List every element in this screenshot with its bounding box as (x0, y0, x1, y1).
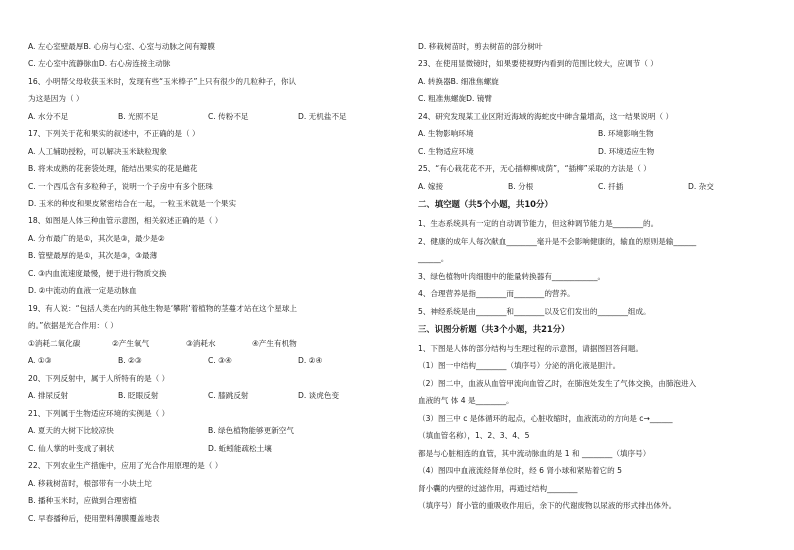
q19-option-b: B. ②③ (118, 356, 142, 365)
q16-option-b: B. 光照不足 (118, 112, 159, 121)
q18-option-d: D. ②中流动的血液一定是动脉血 (28, 286, 137, 295)
q16-option-c: C. 传粉不足 (208, 112, 249, 121)
fill-2: 2、健康的成年人每次献血________毫升是不会影响健康的，输血的原则是输______ (418, 237, 697, 246)
q17-option-b: B. 将未成熟的花套袋处理，能结出果实的花是雌花 (28, 164, 198, 173)
q25-stem: 25、“有心栽花花不开，无心插柳柳成荫”，“插柳”采取的方法是（ ） (418, 164, 651, 173)
q16-stem-cont: 为这是因为（ ） (28, 94, 84, 103)
q22-option-a: A. 移栽树苗时，根部带有一小块土坨 (28, 479, 152, 488)
q22-option-d: D. 移栽树苗时，剪去树苗的部分树叶 (418, 42, 543, 51)
q18-option-c: C. ③内血流速度最慢，便于进行物质交换 (28, 269, 167, 278)
q19-item-2: ②产生氧气 (112, 339, 150, 348)
q19-stem-cont: 的。”依据是光合作用：（ ） (28, 321, 118, 330)
q24-option-d: D. 环境适应生物 (598, 147, 655, 156)
left-column (28, 0, 388, 550)
q21-stem: 21、下列属于生物适应环境的实例是（ ） (28, 409, 170, 418)
fill-4: 4、合理营养是指________而________的营养。 (418, 289, 575, 298)
analysis-1-part-4-cont: 肾小囊的内壁的过滤作用，再通过结构________ (418, 484, 578, 493)
q20-option-a: A. 排尿反射 (28, 391, 69, 400)
q21-option-d: D. 蚯蚓能疏松土壤 (208, 444, 272, 453)
q21-option-a: A. 夏天的大树下比较凉快 (28, 426, 114, 435)
q16-stem: 16、小明帮父母收获玉米时，发现有些“玉米棒子”上只有很少的几粒种子，你认 (28, 77, 297, 86)
q19-item-1: ①消耗二氧化碳 (28, 339, 81, 348)
q20-option-b: B. 眨眼反射 (118, 391, 159, 400)
analysis-1-part-3-cont2: 都是与心脏相连的血管，其中流动脉血的是 1 和 ________（填序号） (418, 449, 651, 458)
q19-stem: 19、有人说：“包括人类在内的其他生物是‘攀附’着植物的茎蔓才站在这个星球上 (28, 304, 298, 313)
analysis-1-part-2-cont: 血液的气 体 4 是________。 (418, 396, 514, 405)
right-column (418, 0, 778, 550)
q19-option-c: C. ③④ (208, 356, 232, 365)
analysis-1-part-4-cont2: （填序号）肾小管的重吸收作用后，余下的代谢废物以尿液的形式排出体外。 (418, 501, 677, 510)
q25-option-d: D. 杂交 (688, 182, 714, 191)
q25-option-a: A. 嫁接 (418, 182, 444, 191)
q19-item-4: ④产生有机物 (252, 339, 297, 348)
q22-option-b: B. 播种玉米时，应做到合理密植 (28, 496, 137, 505)
q24-stem: 24、研究发现某工业区附近海域的海蛇皮中砷含量增高，这一结果说明（ ） (418, 112, 674, 121)
q21-option-b: B. 绿色植物能够更新空气 (208, 426, 294, 435)
q19-option-d: D. ②④ (298, 356, 323, 365)
q22-option-c: C. 早春播种后，使用塑料薄膜覆盖地表 (28, 514, 160, 523)
q15-options-ab: A. 左心室壁最厚B. 心房与心室、心室与动脉之间有瓣膜 (28, 42, 215, 51)
q19-option-a: A. ①③ (28, 356, 52, 365)
analysis-1-stem: 1、下图是人体的部分结构与生理过程的示意图，请据图回答问题。 (418, 344, 644, 353)
analysis-1-part-3-cont: （填血管名称），1、2、3、4、5 (418, 431, 530, 440)
q18-option-b: B. 管壁最厚的是①，其次是③，③最薄 (28, 251, 158, 260)
q23-options-cd: C. 粗准焦螺旋D. 镜臂 (418, 94, 492, 103)
q23-options-ab: A. 转换器B. 细准焦螺旋 (418, 77, 499, 86)
q24-option-b: B. 环境影响生物 (598, 129, 654, 138)
q17-option-d: D. 玉米的种皮和果皮紧密结合在一起，一粒玉米就是一个果实 (28, 199, 237, 208)
q18-option-a: A. 分布最广的是①，其次是③，最少是② (28, 234, 165, 243)
q21-option-c: C. 仙人掌的叶变成了刺状 (28, 444, 115, 453)
q23-stem: 23、在使用显微镜时，如果要使视野内看到的范围比较大，应调节（ ） (418, 59, 658, 68)
analysis-1-part-4: （4）图四中血液流经肾单位时，经 6 肾小球和紧贴着它的 5 (418, 466, 622, 475)
q17-option-c: C. 一个西瓜含有多粒种子，说明一个子房中有多个胚珠 (28, 182, 213, 191)
q16-option-d: D. 无机盐不足 (298, 112, 347, 121)
fill-1: 1、生态系统具有一定的自动调节能力，但这种调节能力是________的。 (418, 219, 659, 228)
q15-options-cd: C. 左心室中流静脉血D. 右心房连接主动脉 (28, 59, 171, 68)
analysis-1-part-1: （1）图一中结构________（填序号）分泌的消化液是胆汁。 (418, 361, 621, 370)
q22-stem: 22、下列农业生产措施中，应用了光合作用原理的是（ ） (28, 461, 223, 470)
analysis-1-part-2: （2）图二中，血液从血管甲流向血管乙时，在肺泡处发生了气体交换，由肺泡进入 (418, 379, 697, 388)
fill-5: 5、神经系统是由________和________以及它们发出的________组成。 (418, 307, 651, 316)
section-3-heading: 三、识图分析题（共3个小题，共21分） (418, 324, 570, 334)
q20-stem: 20、下列反射中，属于人所特有的是（ ） (28, 374, 170, 383)
q16-option-a: A. 水分不足 (28, 112, 69, 121)
q17-option-a: A. 人工辅助授粉，可以解决玉米缺粒现象 (28, 147, 167, 156)
fill-3: 3、绿色植物叶肉细胞中的能量转换器有____________。 (418, 272, 606, 281)
q18-stem: 18、如图是人体三种血管示意图，相关叙述正确的是（ ） (28, 216, 223, 225)
q24-option-c: C. 生物适应环境 (418, 147, 474, 156)
analysis-1-part-3: （3）图三中 c 是体循环的起点，心脏收缩时，血液流动的方向是 c→______ (418, 414, 673, 423)
q20-option-c: C. 膝跳反射 (208, 391, 249, 400)
q25-option-b: B. 分根 (508, 182, 534, 191)
q17-stem: 17、下列关于花和果实的叙述中，不正确的是（ ） (28, 129, 200, 138)
fill-2-cont: ______。 (418, 254, 449, 263)
q24-option-a: A. 生物影响环境 (418, 129, 474, 138)
section-2-heading: 二、填空题（共5个小题，共10分） (418, 199, 553, 209)
q19-item-3: ③消耗水 (186, 339, 216, 348)
q20-option-d: D. 谈虎色变 (298, 391, 340, 400)
q25-option-c: C. 扦插 (598, 182, 624, 191)
